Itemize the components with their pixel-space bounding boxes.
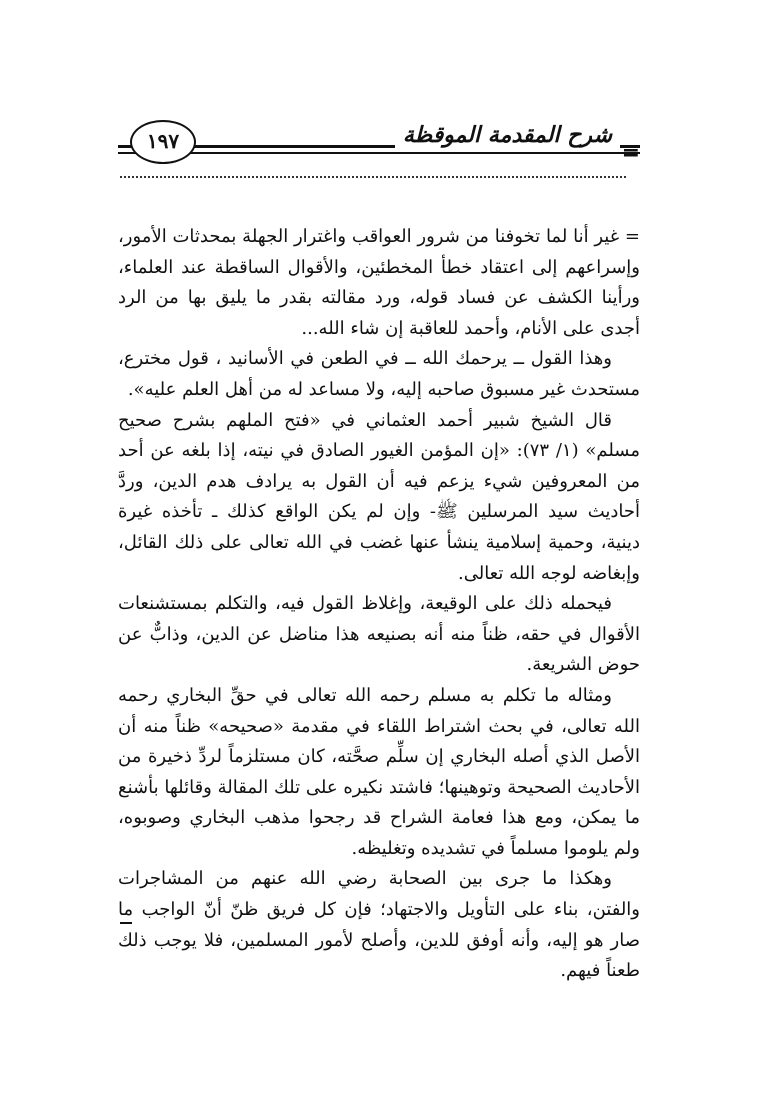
header-trailing-dash: = <box>621 140 640 166</box>
end-mark <box>120 922 132 924</box>
dotted-separator <box>120 176 626 178</box>
paragraph: ومثاله ما تكلم به مسلم رحمه الله تعالى في حقِّ البخاري رحمه الله تعالى، في بحث اشتراط اللقاء في مقدمة «صحيحه» ظناً منه أن الأصل الذي أصله البخاري إن سلِّم صحَّته، كان مستلزماً لردِّ ذخيرة من الأحاديث الصحيحة وتوهينها؛ فاشتد نكيره على تلك المقالة وقائلها بأشنع ما يمكن، ومع هذا فعامة الشراح قد رجحوا مذهب البخاري وصوبوه، ولم يلوموا مسلماً في تشديده وتغليظه. <box>118 684 640 859</box>
header-rule-bottom <box>118 152 640 154</box>
running-title: شرح المقدمة الموقظة <box>395 122 620 148</box>
page-number: ١٩٧ <box>130 120 196 164</box>
main-text <box>118 222 640 987</box>
paragraph: = غير أنا لما تخوفنا من شرور العواقب واغترار الجهلة بمحدثات الأمور، وإسراعهم إلى اعتقاد خطأ المخطئين، والأقوال الساقطة عند العلماء، ورأينا الكشف عن فساد قوله، ورد مقالته بقدر ما يليق بها من الرد أجدى على الأنام، وأحمد للعاقبة إن شاء الله... <box>118 226 640 339</box>
paragraph: وهذا القول ــ يرحمك الله ــ في الطعن في الأسانيد ، قول مخترع، مستحدث غير مسبوق صاحبه إليه، ولا مساعد له من أهل العلم عليه». <box>118 348 640 400</box>
paragraph: فيحمله ذلك على الوقيعة، وإغلاظ القول فيه، والتكلم بمستشنعات الأقوال في حقه، ظناً منه أنه بصنيعه هذا مناضل عن الدين، وذابٌّ عن حوض الشريعة. <box>118 593 640 676</box>
page-header <box>118 120 640 166</box>
paragraph: وهكذا ما جرى بين الصحابة رضي الله عنهم من المشاجرات والفتن، بناء على التأويل والاجتهاد؛ فإن كل فريق ظنّ أنّ الواجب ما صار هو إليه، وأنه أوفق للدين، وأصلح لأمور المسلمين، فلا يوجب ذلك طعناً فيهم. <box>118 868 640 982</box>
paragraph: قال الشيخ شبير أحمد العثماني في «فتح الملهم بشرح صحيح مسلم» (١/ ٧٣): «إن المؤمن الغيور الصادق في نيته، إذا بلغه عن أحد من المعروفين شيء يزعم فيه أن القول به يرادف هدم الدين، وردَّ أحاديث سيد المرسلين ﷺ- وإن لم يكن الواقع كذلك ـ تأخذه غيرة دينية، وحمية إسلامية ينشأ عنها غضب في الله تعالى على ذلك القائل، وإبغاضه لوجه الله تعالى. <box>118 409 640 584</box>
